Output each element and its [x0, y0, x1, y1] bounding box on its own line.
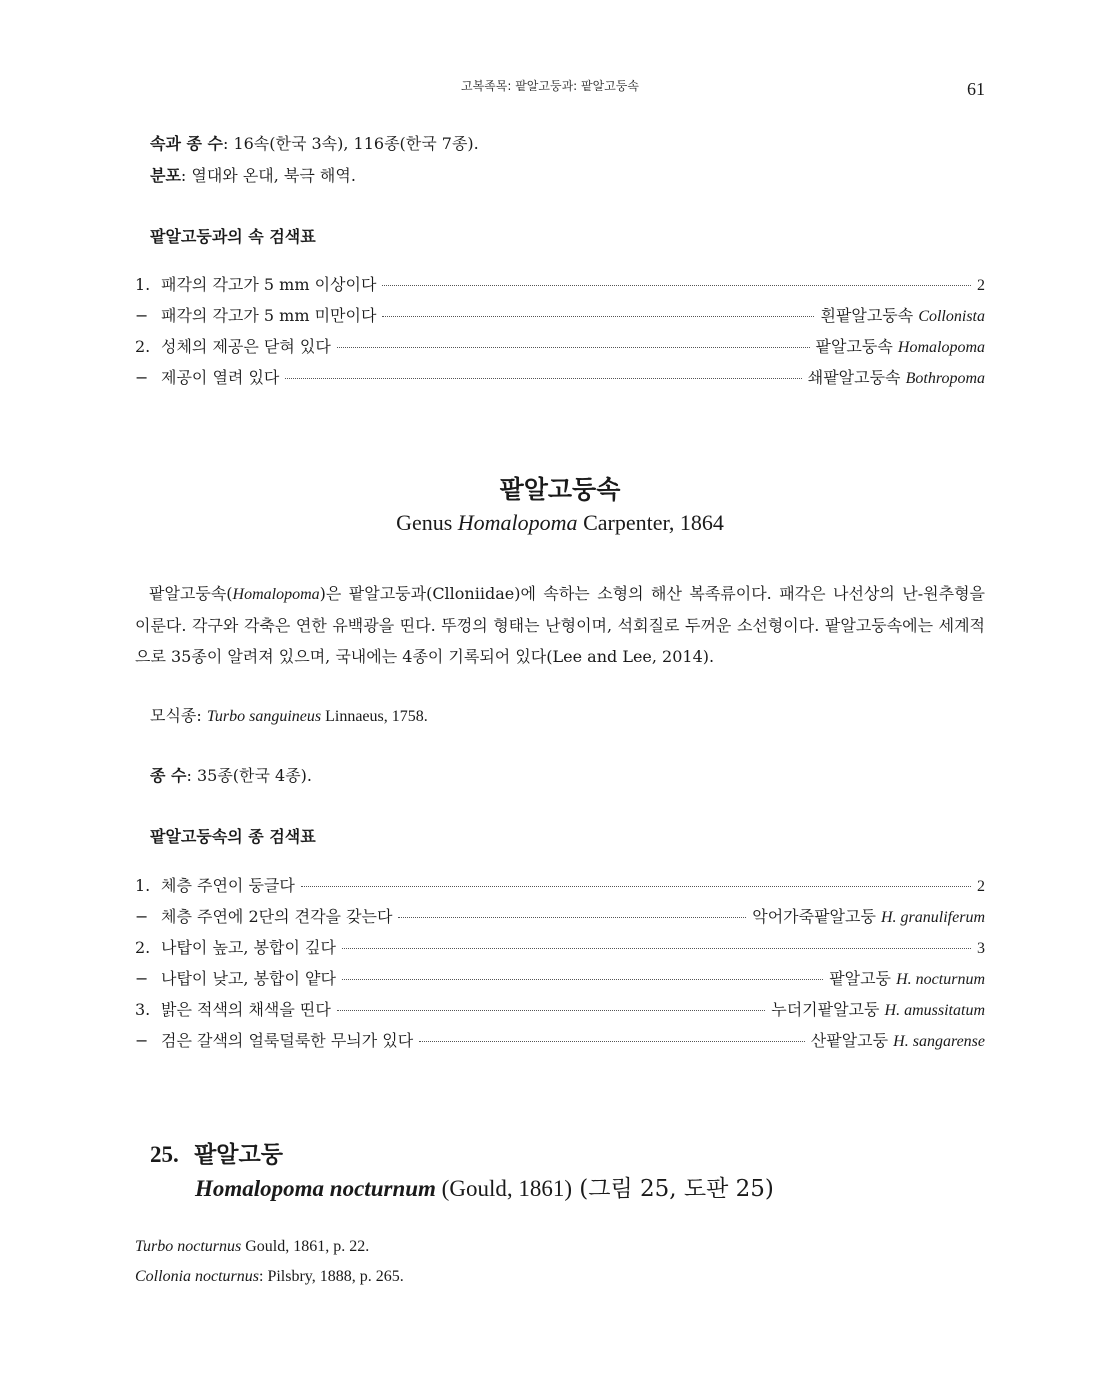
distribution-value: : 열대와 온대, 북극 해역.	[180, 166, 356, 185]
synonym-line	[135, 1237, 369, 1257]
key-row	[135, 365, 985, 387]
key-result-ko: 악어가죽팥알고둥	[752, 907, 881, 926]
key-result	[820, 303, 985, 326]
key-result-latin: Homalopoma	[897, 339, 985, 356]
key-result-latin: Bothropoma	[905, 370, 985, 387]
type-species-author: Linnaeus, 1758.	[321, 708, 428, 725]
key-text: 체층 주연에 2단의 견각을 갖는다	[161, 907, 393, 926]
genus-count-line	[150, 134, 479, 154]
key-number: 3.	[135, 1000, 151, 1019]
species-count-line	[150, 766, 312, 786]
dot-leader	[419, 1041, 805, 1042]
genus-description	[135, 578, 985, 672]
key-number: 1.	[135, 275, 151, 294]
key-result	[752, 904, 985, 927]
species-name-latin: Homalopoma nocturnum	[195, 1176, 436, 1201]
key-result-ko: 산팥알고둥	[810, 1031, 894, 1050]
dot-leader	[301, 886, 971, 887]
key-text: 나탑이 높고, 봉합이 깊다	[161, 938, 336, 957]
genus-title: 팥알고둥속	[499, 475, 621, 504]
type-species-line	[150, 706, 428, 727]
species-number: 25.	[150, 1142, 179, 1167]
dot-leader	[382, 285, 971, 286]
key-text: 성체의 제공은 닫혀 있다	[161, 337, 331, 356]
species-count-label: 종 수	[150, 766, 187, 785]
key-result-ko: 팥알고둥	[829, 969, 897, 988]
species-heading-line2	[195, 1172, 774, 1206]
key-row	[135, 873, 985, 895]
key-result	[811, 1028, 985, 1051]
genus-count-label: 속과 종 수	[150, 134, 223, 153]
synonym-name: Collonia nocturnus	[135, 1268, 260, 1285]
key-text: 검은 갈색의 얼룩덜룩한 무늬가 있다	[161, 1031, 414, 1050]
key-row	[135, 904, 985, 926]
synonym-ref: : Pilsbry, 1888, p. 265.	[259, 1268, 404, 1285]
key-result-latin: H. amussitatum	[884, 1002, 985, 1019]
distribution-label: 분포	[150, 166, 181, 185]
key-number: −	[135, 969, 149, 988]
synonym-ref: Gould, 1861, p. 22.	[241, 1238, 370, 1255]
species-heading-line1	[150, 1138, 283, 1172]
dot-leader	[382, 316, 814, 317]
dot-leader	[337, 1010, 765, 1011]
key-number: 2.	[135, 938, 151, 957]
key-result-ko: 쇄팥알고둥속	[807, 368, 906, 387]
key-result	[771, 997, 985, 1020]
page-number: 61	[967, 79, 985, 99]
key-result	[816, 334, 985, 357]
species-figure-ref: (그림 25, 도판 25)	[572, 1176, 774, 1202]
dot-leader	[342, 948, 971, 949]
key-text: 패각의 각고가 5 mm 미만이다	[161, 306, 377, 325]
key-result-latin: Collonista	[918, 308, 985, 325]
key-result-ko: 팥알고둥속	[815, 337, 898, 356]
key-result-latin: H. nocturnum	[896, 971, 985, 988]
family-key-title: 팥알고둥과의 속 검색표	[150, 227, 316, 246]
genus-key-title: 팥알고둥속의 종 검색표	[150, 827, 316, 846]
key-row	[135, 935, 985, 957]
key-text: 나탑이 낮고, 봉합이 얕다	[161, 969, 336, 988]
key-result	[808, 365, 985, 388]
genus-desc-2: )은 팥알고둥과(Clloniidae)에 속하는 소형의 해산 복족류이다. 패각은 나선상의 난-원추형을 이룬다. 각구와 각축은 연한 유백광을 띤다. 뚜껑의 형태는 난형이며, 석회질로 두꺼운 소선형이다. 팥알고둥속에는 세계적으로 35종이 알려져 있으며, 국내에는 4종이 기록되어 있다(Lee and Lee, 2014).	[135, 584, 985, 666]
genus-subtitle-prefix: Genus	[396, 510, 458, 535]
key-result-latin: 2	[977, 878, 985, 895]
key-number: −	[135, 368, 149, 387]
genus-subtitle-italic: Homalopoma	[457, 510, 578, 535]
key-result-latin: H. granuliferum	[881, 909, 985, 926]
key-result	[977, 876, 985, 896]
species-name-ko: 팥알고둥	[194, 1141, 283, 1168]
running-head: 고복족목: 팥알고둥과: 팥알고둥속	[460, 79, 639, 93]
dot-leader	[337, 347, 810, 348]
species-author: (Gould, 1861)	[435, 1176, 572, 1201]
key-result-latin: 2	[977, 277, 985, 294]
genus-subtitle-suffix: Carpenter, 1864	[577, 510, 724, 535]
key-number: −	[135, 306, 149, 325]
key-result	[977, 938, 985, 958]
key-result-ko: 흰팥알고둥속	[820, 306, 919, 325]
dot-leader	[398, 917, 746, 918]
key-row	[135, 303, 985, 325]
key-result-latin: H. sangarense	[893, 1033, 985, 1050]
key-result	[977, 275, 985, 295]
species-count-value: : 35종(한국 4종).	[186, 766, 312, 785]
key-number: −	[135, 907, 149, 926]
key-text: 패각의 각고가 5 mm 이상이다	[161, 275, 377, 294]
synonym-line	[135, 1267, 404, 1287]
key-row	[135, 334, 985, 356]
key-row	[135, 1028, 985, 1050]
genus-count-value: : 16속(한국 3속), 116종(한국 7종).	[222, 134, 479, 153]
key-number: −	[135, 1031, 149, 1050]
dot-leader	[342, 979, 823, 980]
type-species-name: Turbo sanguineus	[206, 708, 322, 725]
key-number: 2.	[135, 337, 151, 356]
synonym-name: Turbo nocturnus	[135, 1238, 242, 1255]
key-result-ko: 누더기팥알고둥	[771, 1000, 885, 1019]
key-text: 제공이 열려 있다	[161, 368, 280, 387]
key-number: 1.	[135, 876, 151, 895]
distribution-line	[150, 166, 356, 186]
key-row	[135, 997, 985, 1019]
genus-desc-italic: Homalopoma	[232, 586, 320, 603]
key-row	[135, 966, 985, 988]
dot-leader	[285, 378, 801, 379]
genus-desc-1: 팥알고둥속(	[149, 584, 233, 603]
genus-subtitle	[0, 510, 1100, 536]
key-row	[135, 272, 985, 294]
type-species-label: 모식종:	[150, 706, 207, 725]
key-result	[829, 966, 985, 989]
key-text: 체층 주연이 둥글다	[161, 876, 295, 895]
key-text: 밝은 적색의 채색을 띤다	[161, 1000, 331, 1019]
key-result-latin: 3	[977, 940, 985, 957]
